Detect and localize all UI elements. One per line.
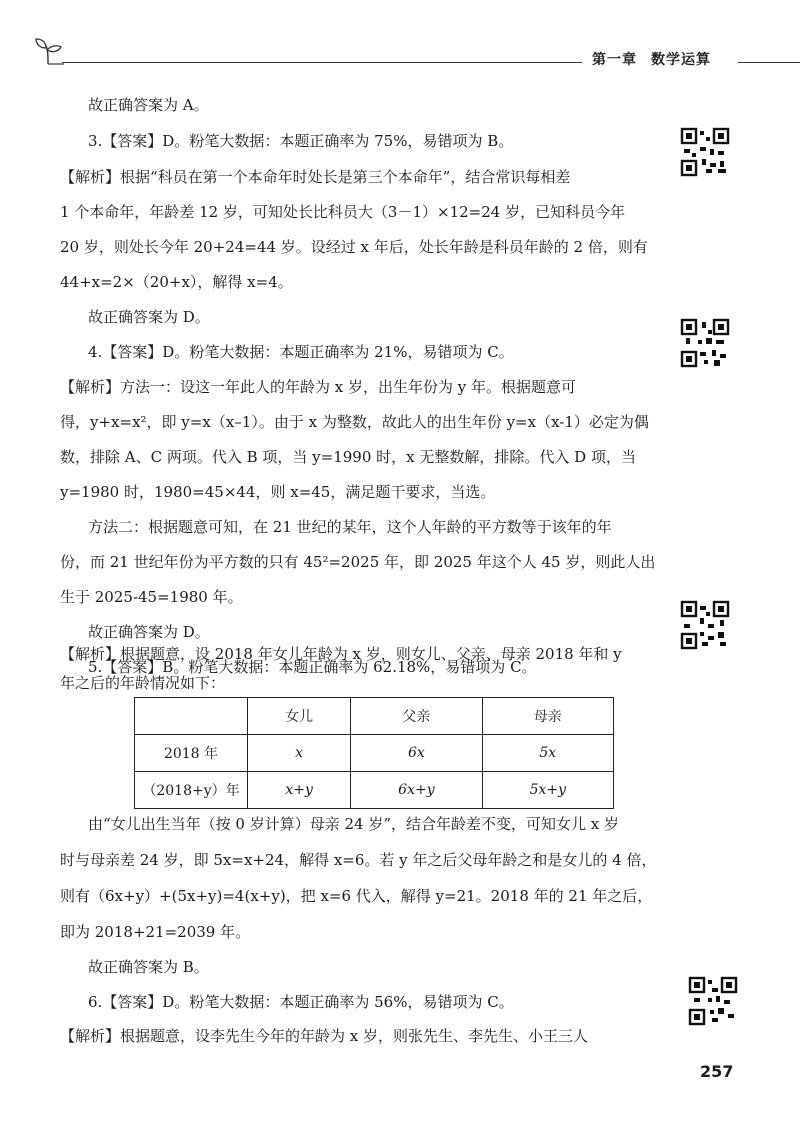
chapter-title — [592, 49, 725, 69]
text-line: 时与母亲差 24 岁，即 5x=x+24，解得 x=6。若 y 年之后父母年龄之和是女儿的 4 倍， — [60, 851, 657, 869]
table-header-cell: 母亲 — [482, 698, 613, 735]
table-cell: 6x+y — [351, 772, 482, 809]
text-line: 【解析】根据题意，设 2018 年女儿年龄为 x 岁，则女儿、父亲、母亲 2018 年和 y — [60, 645, 622, 663]
table-cell: 5x+y — [482, 772, 613, 809]
text-line: 年之后的年龄情况如下： — [60, 674, 226, 692]
text-line: 份，而 21 世纪年份为平方数的只有 45²=2025 年，即 2025 年这个人 45 岁，则此人出 — [60, 553, 656, 571]
answer-line-4: 4.【答案】D。粉笔大数据：本题正确率为 21%，易错项为 C。 — [88, 343, 514, 361]
text-line: y=1980 时，1980=45×44，则 x=45，满足题干要求，当选。 — [60, 483, 496, 501]
table-cell: （2018+y）年 — [135, 772, 248, 809]
page-number: 257 — [700, 1062, 734, 1081]
qr-code-icon[interactable] — [680, 600, 730, 650]
text-line: 生于 2025-45=1980 年。 — [60, 588, 243, 606]
qr-code-icon[interactable] — [688, 976, 738, 1026]
header-rule-right — [738, 62, 800, 63]
table-header-row — [135, 698, 614, 735]
text-line: 故正确答案为 A。 — [88, 96, 209, 114]
text-line: 20 岁，则处长今年 20+24=44 岁。设经过 x 年后，处长年龄是科员年龄的 2 倍，则有 — [60, 238, 648, 256]
text-line: 故正确答案为 D。 — [88, 308, 210, 326]
chapter-name: 数学运算 — [651, 52, 711, 68]
table-cell: x — [248, 735, 351, 772]
table-header-cell: 父亲 — [351, 698, 482, 735]
table-cell: 6x — [351, 735, 482, 772]
text-line: 即为 2018+21=2039 年。 — [60, 923, 251, 941]
text-line: 方法二：根据题意可知，在 21 世纪的某年，这个人年龄的平方数等于该年的年 — [88, 518, 612, 536]
text-line: 数，排除 A、C 两项。代入 B 项，当 y=1990 时，x 无整数解，排除。代入 D 项，当 — [60, 448, 636, 466]
text-line: 【解析】根据“科员在第一个本命年时处长是第三个本命年”，结合常识每相差 — [60, 168, 571, 186]
qr-code-icon[interactable] — [680, 127, 730, 177]
text-line: 得，y+x=x²，即 y=x（x–1）。由于 x 为整数，故此人的出生年份 y=x（x-1）必定为偶 — [60, 413, 649, 431]
chapter-number: 第一章 — [592, 52, 637, 68]
sprout-icon — [32, 36, 64, 66]
table-header-cell: 女儿 — [248, 698, 351, 735]
text-line: 故正确答案为 B。 — [88, 958, 209, 976]
answer-line-3: 3.【答案】D。粉笔大数据：本题正确率为 75%，易错项为 B。 — [88, 132, 514, 150]
header-rule-left — [62, 62, 582, 63]
qr-code-icon[interactable] — [680, 318, 730, 368]
table-cell: 5x — [482, 735, 613, 772]
answer-line-5: 5.【答案】B。粉笔大数据：本题正确率为 62.18%，易错项为 C。 — [88, 658, 537, 676]
table-cell — [135, 698, 248, 735]
text-line: 1 个本命年，年龄差 12 岁，可知处长比科员大（3－1）×12=24 岁，已知科员今年 — [60, 203, 626, 221]
text-line: 则有（6x+y）+(5x+y)=4(x+y)，把 x=6 代入，解得 y=21。2018 年的 21 年之后， — [60, 887, 653, 905]
text-line: 故正确答案为 D。 — [88, 623, 210, 641]
text-line: 【解析】根据题意，设李先生今年的年龄为 x 岁，则张先生、李先生、小王三人 — [60, 1027, 588, 1045]
answer-line-6: 6.【答案】D。粉笔大数据：本题正确率为 56%，易错项为 C。 — [88, 993, 514, 1011]
page-header — [0, 0, 800, 90]
text-line: 由“女儿出生当年（按 0 岁计算）母亲 24 岁”，结合年龄差不变，可知女儿 x 岁 — [88, 815, 620, 833]
table-cell: x+y — [248, 772, 351, 809]
table-cell: 2018 年 — [135, 735, 248, 772]
age-table — [134, 697, 614, 809]
table-row — [135, 772, 614, 809]
text-line: 44+x=2×（20+x），解得 x=4。 — [60, 273, 293, 291]
text-line: 【解析】方法一：设这一年此人的年龄为 x 岁，出生年份为 y 年。根据题意可 — [60, 378, 577, 396]
table-row — [135, 735, 614, 772]
